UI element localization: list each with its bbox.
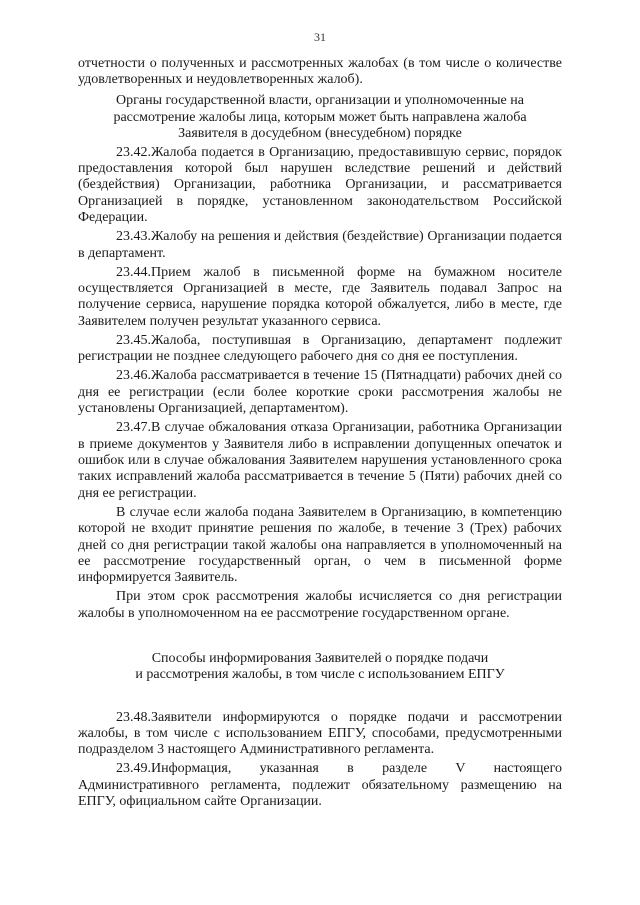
page-number: 31	[314, 30, 326, 44]
section-heading-line: рассмотрение жалобы лица, которым может быть направлена жалоба	[113, 109, 527, 125]
paragraph-23-44: 23.44.Прием жалоб в письменной форме на бумажном носителе осуществляется Организацией в месте, где Заявитель подавал Запрос на получение сервиса, нарушение порядка которой обжалуется, либо в месте, где Заявителем получен результат указанного сервиса.	[78, 264, 562, 329]
section-heading-line: Заявителя в досудебном (внесудебном) порядке	[178, 126, 462, 142]
paragraph-23-45: 23.45.Жалоба, поступившая в Организацию, департамент подлежит регистрации не позднее следующего рабочего дня со дня ее поступления.	[78, 332, 562, 365]
paragraph-23-49: 23.49.Информация, указанная в разделе V настоящего Административного регламента, подлежит обязательному размещению на ЕПГУ, официальном сайте Организации.	[78, 761, 562, 810]
paragraph-23-43: 23.43.Жалобу на решения и действия (бездействие) Организации подается в департамент.	[78, 229, 562, 261]
paragraph-term-calculation: При этом срок рассмотрения жалобы исчисляется со дня регистрации жалобы в уполномоченном на ее рассмотрение государственном органе.	[78, 589, 562, 621]
section-heading-line: Органы государственной власти, организации и уполномоченные на	[116, 93, 524, 109]
paragraph-23-46: 23.46.Жалоба рассматривается в течение 15 (Пятнадцати) рабочих дней со дня ее регистрации (если более короткие сроки рассмотрения жалобы не установлены Организацией, департаментом).	[78, 368, 562, 417]
paragraph-forwarding: В случае если жалоба подана Заявителем в Организацию, в компетенцию которой не входит принятие решения по жалобе, в течение 3 (Трех) рабочих дней со дня регистрации такой жалобы она направляется в уполномоченный на ее рассмотрение государственный орган, о чем в письменной форме информируется Заявитель.	[78, 504, 562, 586]
section-heading-line: и рассмотрения жалобы, в том числе с использованием ЕПГУ	[135, 667, 505, 683]
section-heading-line: Способы информирования Заявителей о порядке подачи	[151, 650, 489, 666]
paragraph-23-47: 23.47.В случае обжалования отказа Организации, работника Организации в приеме документов у Заявителя либо в исправлении допущенных опечаток и ошибок или в случае обжалования Заявителем нарушения установленного срока таких исправлений жалоба рассматривается в течение 5 (Пяти) рабочих дней со дня ее регистрации.	[78, 420, 562, 501]
paragraph-23-42: 23.42.Жалоба подается в Организацию, предоставившую сервис, порядок предоставления которой был нарушен вследствие решений и действий (бездействия) Организации, работника Организации, и рассматривается Организацией в порядке, установленном законодательством Российской Федерации.	[78, 144, 562, 226]
document-body	[78, 56, 562, 813]
paragraph-continuation: отчетности о полученных и рассмотренных жалобах (в том числе о количестве удовлетворенных и неудовлетворенных жалоб).	[78, 56, 562, 88]
paragraph-23-48: 23.48.Заявители информируются о порядке подачи и рассмотрении жалобы, в том числе с использованием ЕПГУ, способами, предусмотренными подразделом 3 настоящего Административного регламента.	[78, 709, 562, 758]
